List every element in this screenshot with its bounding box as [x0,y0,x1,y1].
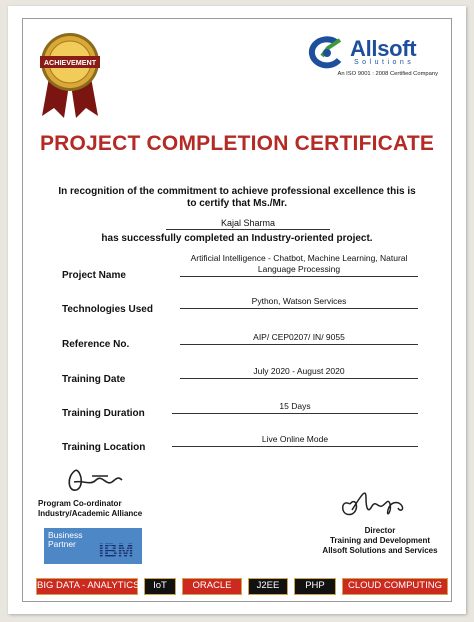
intro-text [48,186,426,210]
logo-name: Allsoft [350,36,417,61]
intro-line-2: to certify that Ms./Mr. [186,198,287,209]
completed-statement: has successfully completed an Industry-oriented project. [101,233,373,244]
coordinator-block [38,499,142,519]
director-company: Allsoft Solutions and Services [322,546,438,555]
badge-text: ACHIEVEMENT [43,58,97,67]
recipient-name: Kajal Sharma [166,218,330,230]
ibm-striped-mark [94,540,138,560]
director-title: Director [364,526,396,535]
tag-big-data: BIG DATA - ANALYTICS [36,578,138,595]
project-name-line-2: Language Processing [257,264,341,274]
certificate-title: PROJECT COMPLETION CERTIFICATE [39,132,435,155]
ibm-business-partner-logo [44,528,142,564]
director-block [300,526,460,556]
coordinator-dept: Industry/Academic Alliance [38,509,143,518]
training-duration-value: 15 Days [172,401,418,414]
technologies-label: Technologies Used [62,304,153,315]
tag-oracle: ORACLE [182,578,242,595]
training-location-label: Training Location [62,442,146,453]
tag-php: PHP [294,578,336,595]
tag-cloud-computing: CLOUD COMPUTING [342,578,448,595]
achievement-badge [34,32,106,118]
training-location-value: Live Online Mode [172,434,418,447]
logo-iso-text: An ISO 9001 : 2008 Certified Company [337,71,438,77]
training-date-value: July 2020 - August 2020 [180,366,418,379]
coordinator-signature [62,462,132,498]
technology-tags [36,578,456,596]
logo-tagline: Solutions [354,59,415,66]
director-dept: Training and Development [329,536,430,545]
allsoft-swoosh-icon [306,36,348,70]
project-name-label: Project Name [62,270,126,281]
ibm-business-text: Business [48,530,83,540]
coordinator-title: Program Co-ordinator [38,499,122,508]
training-duration-label: Training Duration [62,408,145,419]
training-date-label: Training Date [62,374,126,385]
reference-label: Reference No. [62,339,130,350]
technologies-value: Python, Watson Services [180,296,418,309]
reference-value: AIP/ CEP0207/ IN/ 9055 [180,332,418,345]
ibm-brand-text: IBM [98,541,134,560]
intro-line-1: In recognition of the commitment to achieve professional excellence this is [58,186,416,197]
ibm-partner-text: Partner [48,539,76,549]
tag-iot: IoT [144,578,176,595]
project-name-line-1: Artificial Intelligence - Chatbot, Machine Learning, Natural [190,253,408,263]
director-signature [336,484,418,522]
tag-j2ee: J2EE [248,578,288,595]
certificate-page [8,6,466,614]
project-name-value [180,253,418,277]
allsoft-logo [306,36,436,84]
